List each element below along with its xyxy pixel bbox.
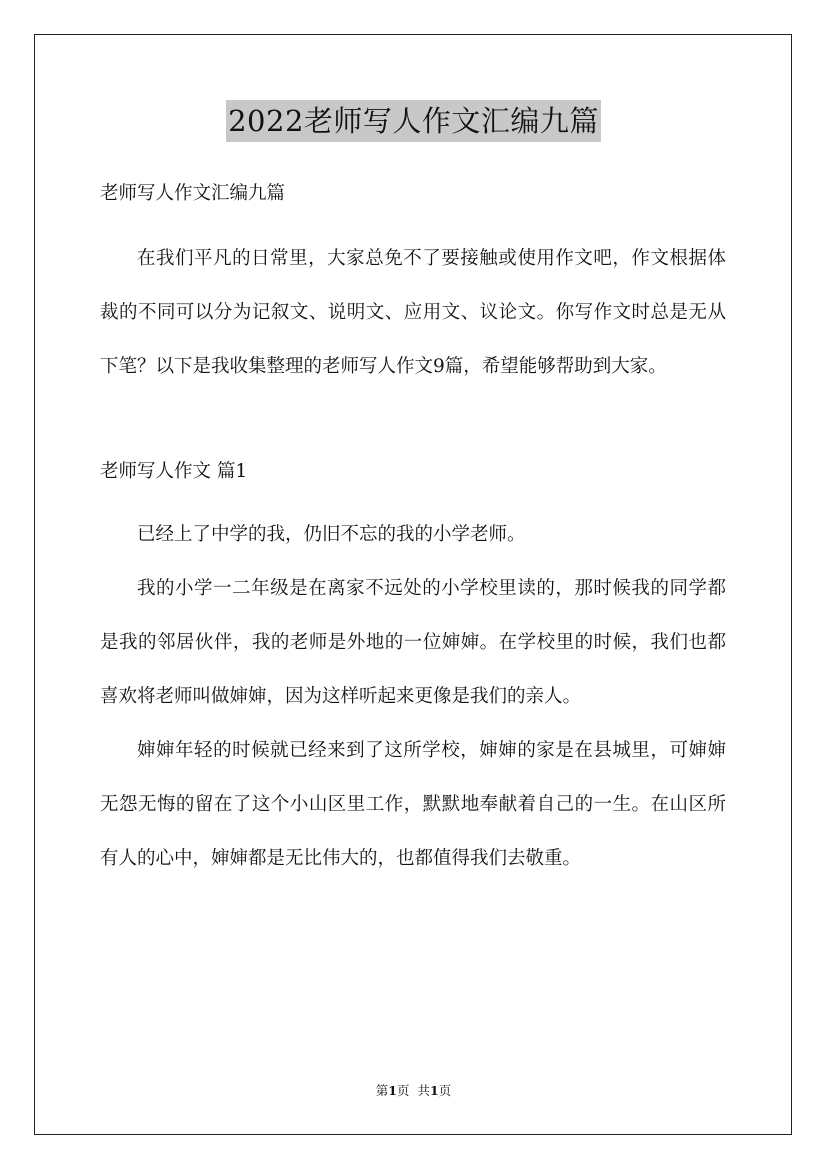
section-heading: 老师写人作文 篇1: [100, 461, 248, 482]
body-paragraph-1: 已经上了中学的我，仍旧不忘的我的小学老师。: [137, 524, 526, 545]
page-label-suffix: 页: [397, 1083, 410, 1098]
page-label-prefix: 第: [375, 1083, 389, 1098]
page-footer: [0, 1082, 827, 1100]
total-label-suffix: 页: [438, 1083, 452, 1098]
document-body: [100, 176, 726, 886]
body-paragraph-3: 婶婶年轻的时候就已经来到了这所学校，婶婶的家是在县城里，可婶婶无怨无悔的留在了这个小山区里工作，默默地奉献着自己的一生。在山区所有人的心中，婶婶都是无比伟大的，也都值得我们去敬重。: [100, 740, 726, 869]
total-label-prefix: 共: [417, 1083, 430, 1098]
total-pages: 1: [429, 1083, 439, 1098]
body-paragraph-2: 我的小学一二年级是在离家不远处的小学校里读的，那时候我的同学都是我的邻居伙伴，我的老师是外地的一位婶婶。在学校里的时候，我们也都喜欢将老师叫做婶婶，因为这样听起来更像是我们的亲人。: [100, 578, 726, 707]
title-container: [0, 100, 827, 142]
document-title: 2022老师写人作文汇编九篇: [226, 100, 601, 142]
document-subtitle: 老师写人作文汇编九篇: [100, 183, 286, 204]
page-number: 1: [388, 1083, 397, 1098]
intro-paragraph: 在我们平凡的日常里，大家总免不了要接触或使用作文吧，作文根据体裁的不同可以分为记叙文、说明文、应用文、议论文。你写作文时总是无从下笔？以下是我收集整理的老师写人作文9篇，希望能够帮助到大家。: [100, 248, 726, 377]
